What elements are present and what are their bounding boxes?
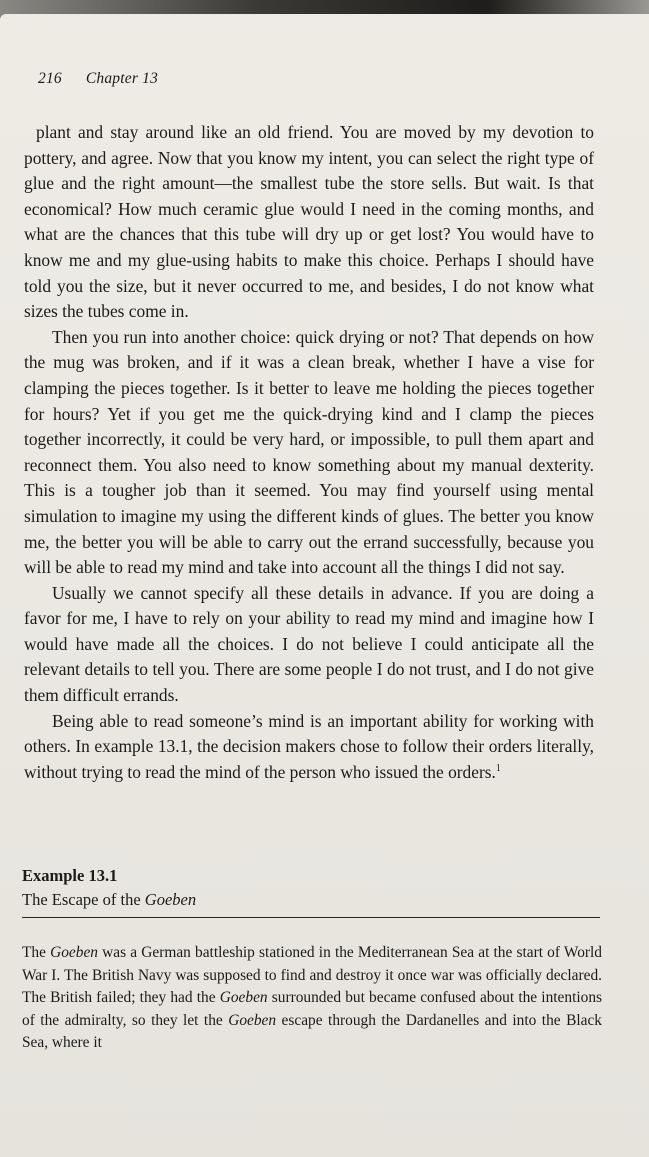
example-divider <box>22 917 600 918</box>
example-title: The Escape of the Goeben <box>22 890 197 909</box>
example-text <box>22 942 602 1055</box>
ship-name: Goeben <box>50 944 98 961</box>
ship-name: Goeben <box>219 989 268 1007</box>
running-head <box>38 70 158 88</box>
page-number: 216 <box>38 70 62 87</box>
example-paragraph: The Goeben was a German battleship stationed in the Mediterranean Sea at the start of World War I. The British Navy was supposed to find and destroy it once war was officially declared. The British failed; they had the Goeben surrounded but became confused about the intentions of the admiralty, so they let the Goeben escape through the Dardanelles and into the Black Sea, where it <box>22 944 603 1052</box>
example-label: Example 13.1 <box>22 866 118 885</box>
paragraph: Usually we cannot specify all these details in advance. If you are doing a favor for me, I have to rely on your ability to read my mind and imagine how I would have made all the choices. I do not believe I could anticipate all the relevant details to tell you. There are some people I do not trust, and I do not give them difficult errands. <box>24 582 594 706</box>
body-text <box>24 120 594 785</box>
paragraph <box>24 709 594 786</box>
chapter-title: Chapter 13 <box>85 70 159 87</box>
footnote-marker: 1 <box>495 763 501 775</box>
paragraph: Then you run into another choice: quick drying or not? That depends on how the mug was broken, and if it was a clean break, whether I have a vise for clamping the pieces together. Is it better to leave me holding the pieces together for hours? Yet if you get me the quick-drying kind and I clamp the pieces together incorrectly, it could be very hard, or impossible, to pull them apart and reconnect them. You also need to know something about my manual dexterity. This is a tougher job than it seemed. You may find yourself using mental simulation to imagine my using the different kinds of glues. The better you know me, the better you will be able to carry out the errand successfully, because you will be able to read my mind and take into account all the things I did not say. <box>24 326 594 578</box>
book-page <box>0 14 649 1157</box>
ship-name: Goeben <box>144 890 197 909</box>
paragraph-text: Being able to read someone’s mind is an important ability for working with others. In example 13.1, the decision makers chose to follow their orders literally, without trying to read the mind of the person who issued the orders. <box>24 710 594 782</box>
paragraph: plant and stay around like an old friend. You are moved by my devotion to pottery, and agree. Now that you know my intent, you can select the right type of glue and the right amount—the smallest tube the store sells. But wait. Is that economical? How much ceramic glue would I need in the coming months, and what are the chances that this tube will dry up or get lost? You would have to know me and my glue-using habits to make this choice. Perhaps I should have told you the size, but it never occurred to me, and besides, I do not know what sizes the tubes come in. <box>24 122 594 322</box>
ship-name: Goeben <box>228 1011 277 1029</box>
